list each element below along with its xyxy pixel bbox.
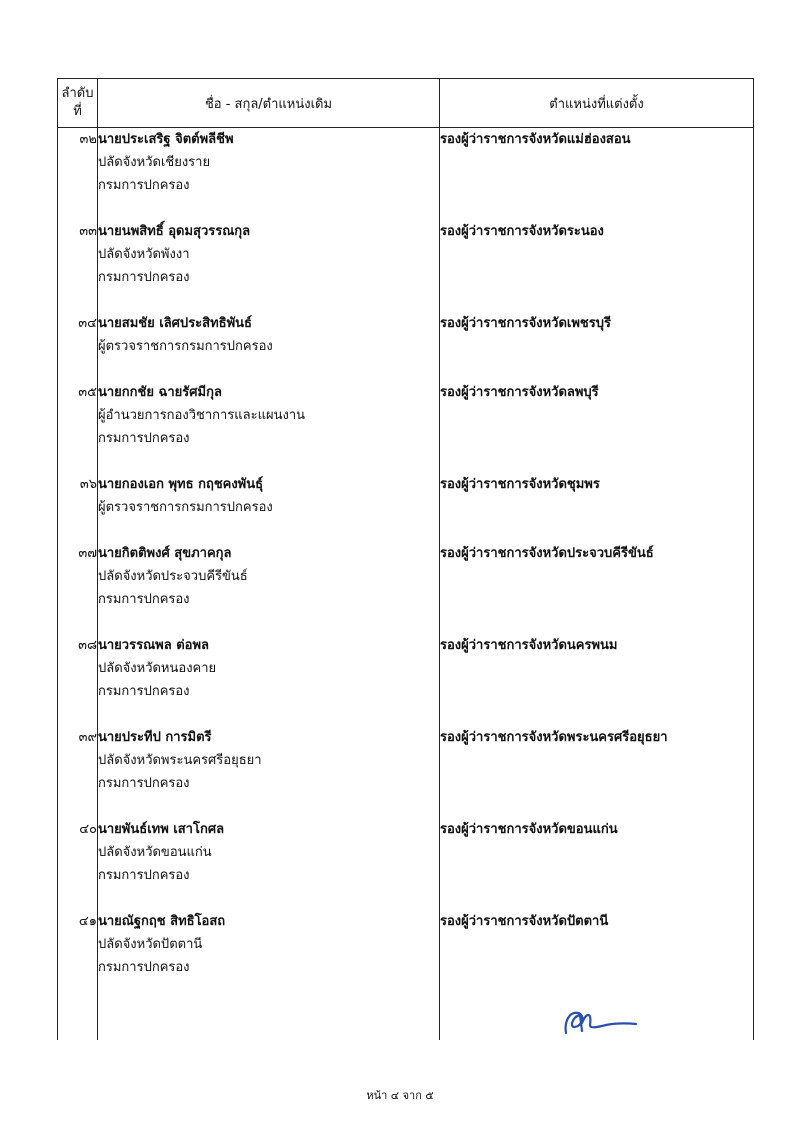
person-name: นายนพสิทธิ์ อุดมสุวรรณกุล bbox=[98, 224, 251, 239]
page-number: หน้า ๔ จาก ๕ bbox=[366, 1089, 434, 1102]
table-row bbox=[58, 634, 754, 726]
person-name: นายสมชัย เลิศประสิทธิพันธ์ bbox=[98, 316, 252, 331]
old-position: ผู้ตรวจราชการกรมการปกครอง bbox=[98, 339, 273, 354]
row-position-cell bbox=[440, 818, 754, 910]
table-row bbox=[58, 381, 754, 473]
department: กรมการปกครอง bbox=[98, 592, 190, 607]
old-position: ผู้อำนวยการกองวิชาการและแผนงาน bbox=[98, 408, 306, 423]
new-position: รองผู้ว่าราชการจังหวัดขอนแก่น bbox=[440, 822, 618, 837]
row-number: ๓๔ bbox=[58, 312, 98, 381]
row-number: ๔๑ bbox=[58, 910, 98, 1002]
department: กรมการปกครอง bbox=[98, 178, 190, 193]
row-name-cell bbox=[98, 381, 440, 473]
new-position: รองผู้ว่าราชการจังหวัดปัตตานี bbox=[440, 914, 609, 929]
row-number: ๓๙ bbox=[58, 726, 98, 818]
table-row bbox=[58, 473, 754, 542]
new-position: รองผู้ว่าราชการจังหวัดประจวบคีรีขันธ์ bbox=[440, 546, 654, 561]
new-position: รองผู้ว่าราชการจังหวัดลพบุรี bbox=[440, 385, 599, 400]
table-row bbox=[58, 128, 754, 221]
person-name: นายกิตติพงศ์ สุขภาคกุล bbox=[98, 546, 232, 561]
row-position-cell bbox=[440, 726, 754, 818]
signature-stroke bbox=[566, 1013, 636, 1033]
table-row bbox=[58, 312, 754, 381]
row-number: ๓๗ bbox=[58, 542, 98, 634]
header-name-label: ชื่อ - สกุล/ตำแหน่งเดิม bbox=[204, 96, 333, 112]
old-position: ปลัดจังหวัดพระนครศรีอยุธยา bbox=[98, 753, 262, 768]
filler-cell bbox=[58, 1002, 98, 1040]
row-name-cell bbox=[98, 128, 440, 221]
old-position: ปลัดจังหวัดปัตตานี bbox=[98, 937, 203, 952]
row-number: ๔๐ bbox=[58, 818, 98, 910]
person-name: นายพันธ์เทพ เสาโกศล bbox=[98, 822, 225, 837]
old-position: ปลัดจังหวัดประจวบคีรีขันธ์ bbox=[98, 569, 248, 584]
row-name-cell bbox=[98, 818, 440, 910]
row-position-cell bbox=[440, 910, 754, 1002]
header-position bbox=[440, 79, 754, 128]
department: กรมการปกครอง bbox=[98, 431, 190, 446]
new-position: รองผู้ว่าราชการจังหวัดเพชรบุรี bbox=[440, 316, 611, 331]
signature-mark bbox=[560, 1003, 640, 1039]
row-name-cell bbox=[98, 910, 440, 1002]
row-number: ๓๘ bbox=[58, 634, 98, 726]
new-position: รองผู้ว่าราชการจังหวัดพระนครศรีอยุธยา bbox=[440, 730, 668, 745]
header-number-label: ลำดับ ที่ bbox=[61, 86, 94, 119]
new-position: รองผู้ว่าราชการจังหวัดนครพนม bbox=[440, 638, 618, 653]
table-row bbox=[58, 818, 754, 910]
person-name: นายประทีป การมิตรี bbox=[98, 730, 212, 745]
row-name-cell bbox=[98, 473, 440, 542]
row-position-cell bbox=[440, 542, 754, 634]
row-number: ๓๓ bbox=[58, 220, 98, 312]
header-name bbox=[98, 79, 440, 128]
department: กรมการปกครอง bbox=[98, 960, 190, 975]
row-position-cell bbox=[440, 634, 754, 726]
new-position: รองผู้ว่าราชการจังหวัดชุมพร bbox=[440, 477, 600, 492]
table-row bbox=[58, 726, 754, 818]
old-position: ปลัดจังหวัดหนองคาย bbox=[98, 661, 217, 676]
old-position: ผู้ตรวจราชการกรมการปกครอง bbox=[98, 500, 273, 515]
row-name-cell bbox=[98, 634, 440, 726]
person-name: นายกกชัย ฉายรัศมีกุล bbox=[98, 385, 222, 400]
row-name-cell bbox=[98, 220, 440, 312]
row-number: ๓๕ bbox=[58, 381, 98, 473]
department: กรมการปกครอง bbox=[98, 776, 190, 791]
row-position-cell bbox=[440, 128, 754, 221]
row-number: ๓๖ bbox=[58, 473, 98, 542]
row-name-cell bbox=[98, 312, 440, 381]
old-position: ปลัดจังหวัดเชียงราย bbox=[98, 155, 211, 170]
header-number bbox=[58, 79, 98, 128]
table-row bbox=[58, 910, 754, 1002]
filler-cell bbox=[98, 1002, 440, 1040]
appointment-table bbox=[57, 78, 754, 1040]
department: กรมการปกครอง bbox=[98, 684, 190, 699]
header-position-label: ตำแหน่งที่แต่งตั้ง bbox=[549, 96, 644, 112]
department: กรมการปกครอง bbox=[98, 270, 190, 285]
person-name: นายวรรณพล ต่อพล bbox=[98, 638, 209, 653]
department: กรมการปกครอง bbox=[98, 868, 190, 883]
table-header-row bbox=[58, 79, 754, 128]
table-row bbox=[58, 220, 754, 312]
new-position: รองผู้ว่าราชการจังหวัดระนอง bbox=[440, 224, 604, 239]
old-position: ปลัดจังหวัดขอนแก่น bbox=[98, 845, 212, 860]
row-position-cell bbox=[440, 473, 754, 542]
table-row bbox=[58, 542, 754, 634]
row-position-cell bbox=[440, 381, 754, 473]
row-number: ๓๒ bbox=[58, 128, 98, 221]
person-name: นายณัฐกฤช สิทธิโอสถ bbox=[98, 914, 226, 929]
row-position-cell bbox=[440, 312, 754, 381]
person-name: นายกองเอก พุทธ กฤชคงพันธุ์ bbox=[98, 477, 264, 492]
row-position-cell bbox=[440, 220, 754, 312]
old-position: ปลัดจังหวัดพังงา bbox=[98, 247, 190, 262]
person-name: นายประเสริฐ จิตต์พลีชีพ bbox=[98, 132, 234, 147]
row-name-cell bbox=[98, 726, 440, 818]
row-name-cell bbox=[98, 542, 440, 634]
new-position: รองผู้ว่าราชการจังหวัดแม่ฮ่องสอน bbox=[440, 132, 631, 147]
table-filler-row bbox=[58, 1002, 754, 1040]
page-footer bbox=[0, 1086, 800, 1104]
